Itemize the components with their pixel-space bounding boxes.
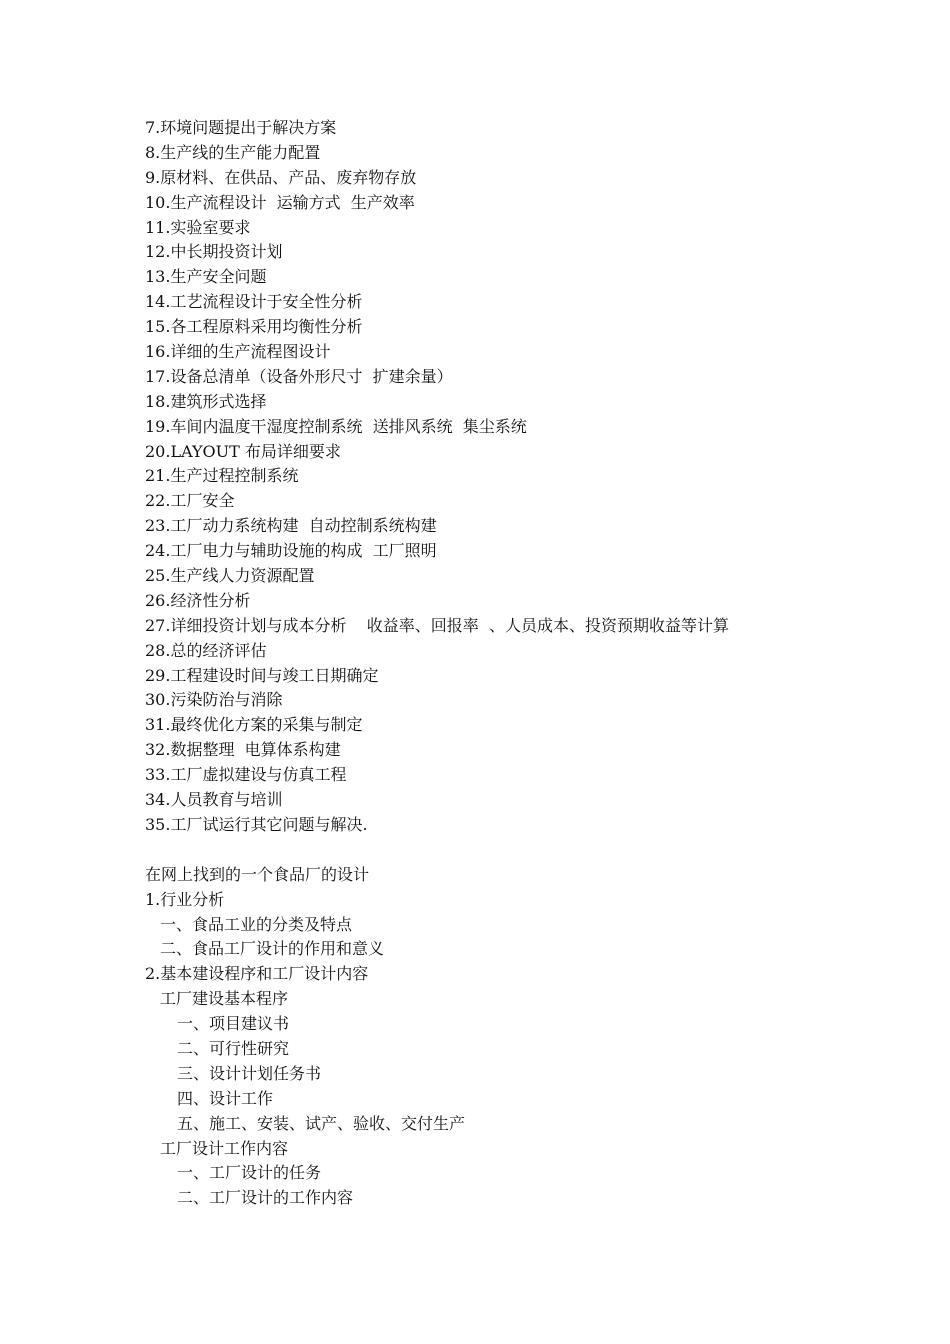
outline-item: 2.基本建设程序和工厂设计内容 bbox=[145, 964, 369, 984]
list-item: 12.中长期投资计划 bbox=[145, 242, 283, 262]
list-item: 16.详细的生产流程图设计 bbox=[145, 342, 331, 362]
list-item: 8.生产线的生产能力配置 bbox=[145, 142, 321, 162]
outline-subitem: 五、施工、安装、试产、验收、交付生产 bbox=[177, 1113, 466, 1133]
list-item: 19.车间内温度干湿度控制系统 送排风系统 集尘系统 bbox=[145, 416, 527, 436]
list-item: 10.生产流程设计 运输方式 生产效率 bbox=[145, 192, 415, 212]
outline-subitem: 三、设计计划任务书 bbox=[177, 1063, 322, 1083]
list-item: 18.建筑形式选择 bbox=[145, 391, 267, 411]
list-item: 14.工艺流程设计于安全性分析 bbox=[145, 292, 363, 312]
list-item: 30.污染防治与消除 bbox=[145, 690, 283, 710]
list-item: 17.设备总清单（设备外形尺寸 扩建余量） bbox=[145, 366, 453, 386]
list-item: 25.生产线人力资源配置 bbox=[145, 566, 315, 586]
list-item: 22.工厂安全 bbox=[145, 491, 235, 511]
outline-subitem: 二、工厂设计的工作内容 bbox=[177, 1188, 354, 1208]
list-item: 26.经济性分析 bbox=[145, 590, 251, 610]
list-item: 13.生产安全问题 bbox=[145, 267, 267, 287]
outline-subitem: 二、可行性研究 bbox=[177, 1038, 290, 1058]
list-item: 11.实验室要求 bbox=[145, 217, 251, 237]
list-item: 7.环境问题提出于解决方案 bbox=[145, 118, 337, 137]
outline-subitem: 一、工厂设计的任务 bbox=[177, 1163, 322, 1183]
section-heading: 在网上找到的一个食品厂的设计 bbox=[145, 864, 370, 884]
list-item: 24.工厂电力与辅助设施的构成 工厂照明 bbox=[145, 541, 437, 561]
outline-subitem: 四、设计工作 bbox=[177, 1088, 274, 1108]
list-item: 15.各工程原料采用均衡性分析 bbox=[145, 317, 363, 337]
list-item: 20.LAYOUT 布局详细要求 bbox=[145, 441, 341, 461]
list-item: 9.原材料、在供品、产品、废弃物存放 bbox=[145, 167, 417, 187]
outline-group-title: 工厂设计工作内容 bbox=[160, 1138, 289, 1158]
outline-item: 1.行业分析 bbox=[145, 889, 225, 909]
outline-subitem: 一、项目建议书 bbox=[177, 1014, 290, 1034]
paragraph-gap bbox=[145, 838, 905, 863]
list-item: 32.数据整理 电算体系构建 bbox=[145, 740, 341, 760]
outline-subitem: 一、食品工业的分类及特点 bbox=[160, 914, 353, 934]
list-item: 23.工厂动力系统构建 自动控制系统构建 bbox=[145, 516, 437, 536]
list-item: 33.工厂虚拟建设与仿真工程 bbox=[145, 765, 347, 785]
list-item: 29.工程建设时间与竣工日期确定 bbox=[145, 665, 379, 685]
outline-subitem: 二、食品工厂设计的作用和意义 bbox=[160, 939, 385, 959]
list-item: 34.人员教育与培训 bbox=[145, 790, 283, 810]
list-item: 28.总的经济评估 bbox=[145, 640, 267, 660]
document-body bbox=[145, 116, 905, 1211]
list-item: 31.最终优化方案的采集与制定 bbox=[145, 715, 363, 735]
list-item: 27.详细投资计划与成本分析 收益率、回报率 、人员成本、投资预期收益等计算 bbox=[145, 615, 729, 635]
list-item: 35.工厂试运行其它问题与解决. bbox=[145, 814, 368, 834]
outline-group-title: 工厂建设基本程序 bbox=[160, 989, 289, 1009]
list-item: 21.生产过程控制系统 bbox=[145, 466, 299, 486]
